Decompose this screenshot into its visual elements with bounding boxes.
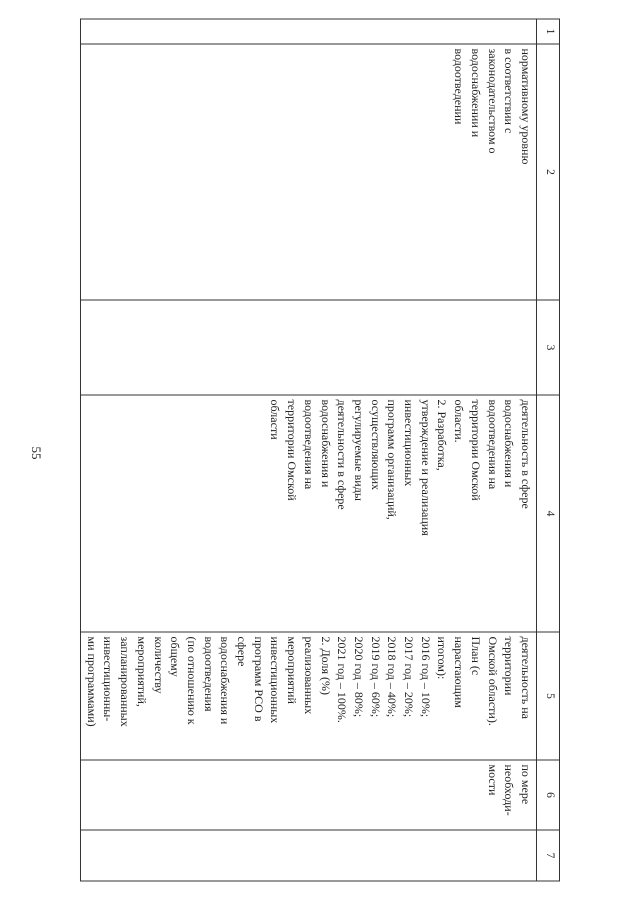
column-header-1: 1 bbox=[536, 19, 559, 44]
column-header-6: 6 bbox=[536, 760, 559, 830]
cell-col3 bbox=[81, 300, 537, 395]
cell-col1 bbox=[81, 19, 537, 44]
cell-indicator-level: нормативному уровню в соответствии с законодательством о водоснабжении и водоотведении bbox=[81, 44, 537, 300]
cell-frequency: по мере необходи- мости bbox=[81, 760, 537, 830]
cell-col7 bbox=[81, 830, 537, 881]
table-row bbox=[81, 19, 537, 881]
column-header-2: 2 bbox=[536, 44, 559, 300]
cell-measures: деятельность в сфере водоснабжения и водоотведения на территории Омской области. 2. Разработка, утверждение и реализация инвестиционных программ организаций, осуществляющих регулируемые виды деятельности в сфере водоснабжения и водоотведения на территории Омской области bbox=[81, 395, 537, 632]
column-header-3: 3 bbox=[536, 300, 559, 395]
document-table bbox=[80, 19, 560, 882]
column-header-5: 5 bbox=[536, 632, 559, 760]
table-header-row bbox=[536, 19, 559, 881]
column-header-4: 4 bbox=[536, 395, 559, 632]
cell-indicators-plan: деятельность на территории Омской области). План (с нарастающим итогом): 2016 год – 10%; 2017 год – 20%; 2018 год – 40%; 2019 год – 60%; 2020 год – 80%; 2021 год – 100%. 2. Доля (%) реализованных мероприятий инвестиционных программ РСО в сфере водоснабжения и водоотведения (по отношению к общему количеству мероприятий, запланированных инвестиционны- ми программами) bbox=[81, 632, 537, 760]
page-number: 55 bbox=[29, 446, 44, 460]
column-header-7: 7 bbox=[536, 830, 559, 881]
